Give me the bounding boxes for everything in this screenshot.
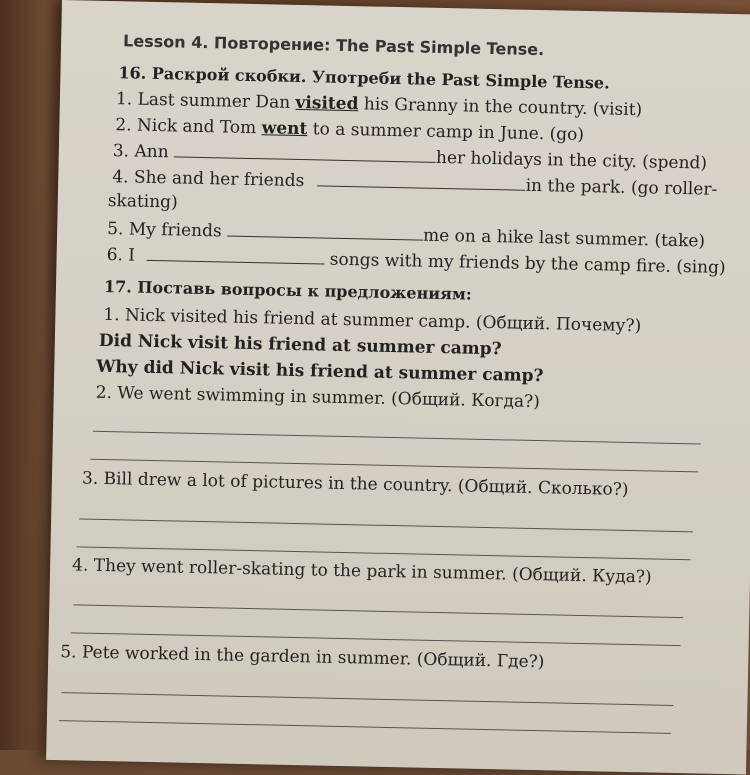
ex16-item-4	[112, 167, 717, 200]
ex16-item-4-continuation: skating)	[107, 191, 178, 213]
lesson-title: Lesson 4. Повторение: The Past Simple Tense.	[122, 31, 545, 60]
answer-line[interactable]	[61, 692, 673, 706]
filled-answer: visited	[295, 92, 359, 115]
ex17-item-4: 4. They went roller-skating to the park in summer. (Общий. Куда?)	[71, 555, 652, 588]
ex16-item-2	[115, 115, 584, 145]
ex17-answer-why: Why did Nick visit his friend at summer camp?	[96, 356, 544, 387]
item-text: me on a hike last summer. (take)	[422, 225, 706, 252]
item-text: 5. My friends	[107, 218, 222, 242]
item-text: 4. She and her friends	[112, 167, 305, 192]
answer-line[interactable]	[73, 604, 683, 618]
item-text: 3. Ann	[112, 141, 169, 163]
answer-blank[interactable]	[174, 142, 436, 162]
item-text: his Granny in the country. (visit)	[358, 94, 643, 121]
worksheet-page	[46, 0, 750, 774]
answer-line[interactable]	[79, 518, 693, 532]
answer-blank[interactable]	[146, 246, 324, 265]
answer-blank[interactable]	[318, 171, 526, 190]
ex17-answer-general: Did Nick visit his friend at summer camp?	[98, 330, 502, 360]
item-text: 6. I	[106, 244, 136, 266]
answer-line[interactable]	[93, 431, 701, 445]
exercise-17-heading: 17. Поставь вопросы к предложениям:	[103, 276, 472, 304]
item-text: to a summer camp in June. (go)	[307, 119, 585, 145]
answer-blank[interactable]	[227, 222, 423, 241]
filled-answer: went	[261, 118, 308, 140]
item-text: songs with my friends by the camp fire. (sing)	[329, 249, 726, 278]
ex17-item-5: 5. Pete worked in the garden in summer. (Общий. Где?)	[60, 642, 545, 673]
ex17-item-3: 3. Bill drew a lot of pictures in the country. (Общий. Сколько?)	[81, 468, 629, 500]
answer-line[interactable]	[59, 720, 671, 734]
ex17-item-1: 1. Nick visited his friend at summer camp. (Общий. Почему?)	[103, 304, 642, 337]
item-text: in the park. (go roller-	[525, 175, 718, 200]
item-text: 2. Nick and Tom	[115, 115, 262, 139]
item-text: 1. Last summer Dan	[115, 89, 296, 113]
ex17-item-2: 2. We went swimming in summer. (Общий. Когда?)	[95, 382, 541, 413]
item-text: her holidays in the city. (spend)	[435, 147, 708, 174]
ex16-item-1	[116, 89, 643, 120]
exercise-16-heading: 16. Раскрой скобки. Употреби the Past Simple Tense.	[118, 63, 610, 93]
